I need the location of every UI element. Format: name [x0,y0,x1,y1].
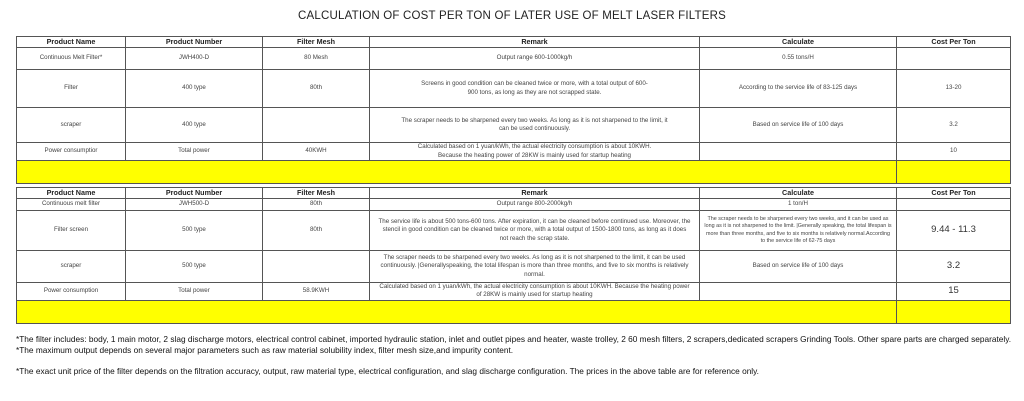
cell-cost [897,199,1011,211]
cell-cost: 9.44 - 11.3 [897,211,1011,251]
header-cost-per-ton: Cost Per Ton [897,37,1011,48]
cell-remark: The scraper needs to be sharpened every two weeks. As long as it is not sharpened to the limit, it can be used continuously. |Generallyspeaking, the total lifespan is more than three months, and five to six months is relatively normal. [370,251,700,283]
cell-filter-mesh [263,251,370,283]
cell-calculate: According to the service life of 83-125 days [700,70,897,108]
header-remark: Remark [370,188,700,199]
document-title: CALCULATION OF COST PER TON OF LATER USE OF MELT LASER FILTERS [298,10,726,22]
cell-calculate [700,283,897,301]
table-header-row [17,37,1011,48]
cell-calculate: 1 ton/H [700,199,897,211]
highlight-row [17,161,1011,184]
footnote-price-disclaimer: *The exact unit price of the filter depends on the filtration accuracy, output, raw material type, electrical configuration, and slag discharge configuration. The prices in the above table are for reference only. [16,366,759,376]
header-product-number: Product Number [126,37,263,48]
cell-filter-mesh: 58.9KWH [263,283,370,301]
table-row [17,48,1011,70]
cell-calculate: Based on service life of 100 days [700,251,897,283]
table-row [17,283,1011,301]
cell-remark: Calculated based on 1 yuan/kWh, the actual electricity consumption is about 10KWH. Because the heating power of 28KW is mainly used for startup heating [370,283,700,301]
header-product-number: Product Number [126,188,263,199]
header-filter-mesh: Filter Mesh [263,188,370,199]
cell-filter-mesh: 80th [263,211,370,251]
header-calculate: Calculate [700,37,897,48]
highlight-cell [17,161,897,184]
cell-product-number: 400 type [126,108,263,143]
cell-remark: Output range 600-1000kg/h [370,48,700,70]
cell-cost: 10 [897,143,1011,161]
header-remark: Remark [370,37,700,48]
cell-product-number: Total power [126,143,263,161]
cell-cost: 15 [897,283,1011,301]
cell-filter-mesh [263,108,370,143]
cost-table-jwh400 [16,36,1011,184]
cell-product-name: scraper [17,251,126,283]
cell-product-name: Filter screen [17,211,126,251]
highlight-cell [17,300,897,323]
cell-remark: The scraper needs to be sharpened every two weeks. As long as it is not sharpened to the limit, it can be used continuously. [370,108,700,143]
header-cost-per-ton: Cost Per Ton [897,188,1011,199]
cell-calculate [700,143,897,161]
footnote-included-parts: *The filter includes: body, 1 main motor, 2 slag discharge motors, electrical control cabinet, imported hydraulic station, inlet and outlet pipes and heater, waste trolley, 2 60 mesh filters, 2 scrapers,dedicated scrapers Grinding Tools. Other spare parts are charged separately. *The maximum output depends on several major parameters such as raw material solubility index, filter mesh size,and impurity content. [16,334,1012,356]
cell-remark: Screens in good condition can be cleaned twice or more, with a total output of 600-900 tons, as long as they are not scrapped state. [370,70,700,108]
cell-product-number: JWH500-D [126,199,263,211]
cell-filter-mesh: 80 Mesh [263,48,370,70]
cell-cost: 3.2 [897,251,1011,283]
cell-product-name: Filter [17,70,126,108]
cell-cost [897,48,1011,70]
cell-product-number: 500 type [126,251,263,283]
cell-remark: The service life is about 500 tons-600 tons. After expiration, it can be cleaned before continued use. Moreover, the stencil in good condition can be cleaned twice or more, with a total output of 1500-1800 tons, as long as it does not reach the scrap state. [370,211,700,251]
cost-table-jwh500 [16,187,1011,324]
cell-filter-mesh: 40KWH [263,143,370,161]
header-filter-mesh: Filter Mesh [263,37,370,48]
cell-product-name: Power consumption [17,283,126,301]
cell-calculate: Based on service life of 100 days [700,108,897,143]
cell-product-name: Continuous Melt Filter* [17,48,126,70]
table-row [17,70,1011,108]
table-row [17,108,1011,143]
cell-cost: 3.2 [897,108,1011,143]
header-product-name: Product Name [17,188,126,199]
cell-product-number: 400 type [126,70,263,108]
cell-filter-mesh: 80th [263,199,370,211]
cell-cost: 13-20 [897,70,1011,108]
cell-product-number: 500 type [126,211,263,251]
cell-calculate: 0.55 tons/H [700,48,897,70]
header-product-name: Product Name [17,37,126,48]
cell-product-number: JWH400-D [126,48,263,70]
highlight-cell [897,161,1011,184]
cell-product-name: Power consumptior [17,143,126,161]
table-row [17,143,1011,161]
cell-product-name: scraper [17,108,126,143]
cell-remark: Output range 800-2000kg/h [370,199,700,211]
highlight-cell [897,300,1011,323]
cell-remark: Calculated based on 1 yuan/kWh, the actual electricity consumption is about 10KWH. Because the heating power of 28KW is mainly used for startup heating [370,143,700,161]
header-calculate: Calculate [700,188,897,199]
cell-product-number: Total power [126,283,263,301]
cell-filter-mesh: 80th [263,70,370,108]
table-header-row [17,188,1011,199]
cell-calculate: The scraper needs to be sharpened every two weeks, and it can be used as long as it is not sharpened to the limit. |Generally speaking, the total lifespan is more than three months, and five to six months is relatively normal.According to the service life of 62-75 days [700,211,897,251]
table-row [17,251,1011,283]
table-row [17,199,1011,211]
highlight-row [17,300,1011,323]
table-row [17,211,1011,251]
cell-product-name: Continuous melt filter [17,199,126,211]
